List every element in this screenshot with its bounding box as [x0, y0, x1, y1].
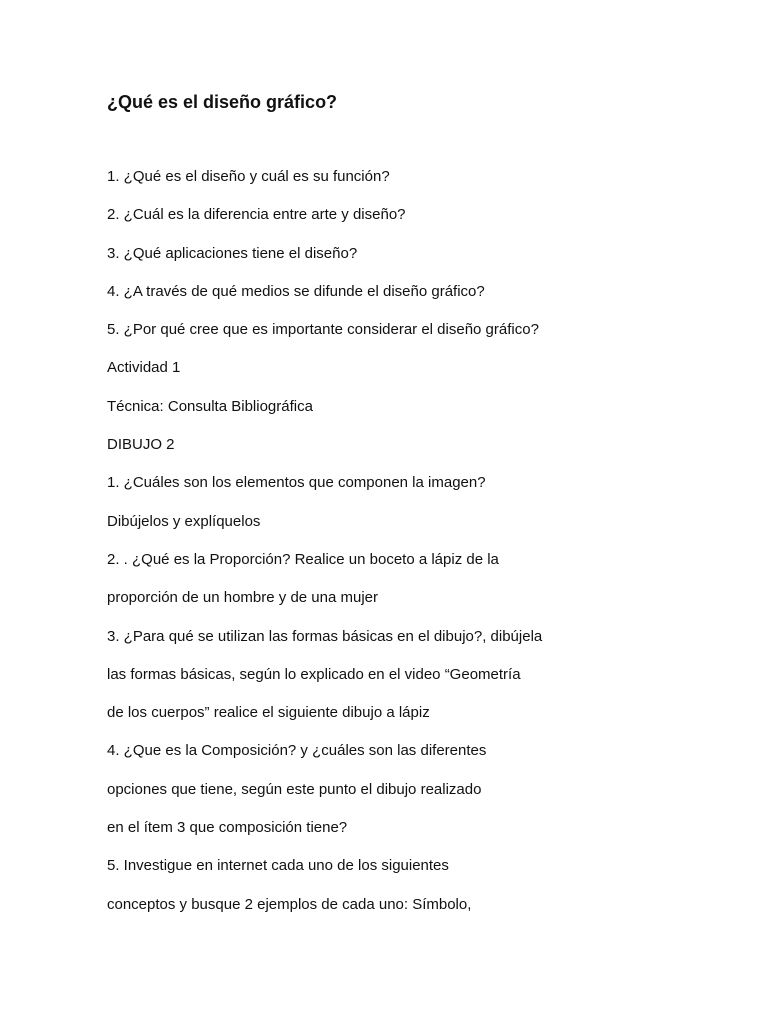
text-line: en el ítem 3 que composición tiene?	[107, 819, 348, 837]
text-line: proporción de un hombre y de una mujer	[107, 589, 378, 607]
text-line: opciones que tiene, según este punto el dibujo realizado	[107, 780, 482, 798]
document-title: ¿Qué es el diseño gráfico?	[107, 92, 338, 112]
text-line: conceptos y busque 2 ejemplos de cada uno: Símbolo,	[107, 895, 472, 913]
text-line: 2. . ¿Qué es la Proporción? Realice un boceto a lápiz de la	[107, 550, 499, 568]
text-line: las formas básicas, según lo explicado en el video “Geometría	[107, 665, 521, 683]
text-line: 1. ¿Qué es el diseño y cuál es su función?	[107, 168, 390, 185]
text-line: Dibújelos y explíquelos	[107, 512, 261, 530]
text-line: 5. ¿Por qué cree que es importante considerar el diseño gráfico?	[107, 321, 539, 339]
text-line: 4. ¿A través de qué medios se difunde el diseño gráfico?	[107, 282, 485, 300]
text-line: de los cuerpos” realice el siguiente dibujo a lápiz	[107, 704, 430, 722]
text-line: 1. ¿Cuáles son los elementos que componen la imagen?	[107, 474, 486, 492]
text-line: Técnica: Consulta Bibliográfica	[107, 397, 313, 415]
text-line: Actividad 1	[107, 359, 181, 377]
text-line: 3. ¿Qué aplicaciones tiene el diseño?	[107, 244, 358, 262]
text-line: 2. ¿Cuál es la diferencia entre arte y diseño?	[107, 206, 406, 224]
text-line: 5. Investigue en internet cada uno de los siguientes	[107, 857, 449, 875]
text-line: 3. ¿Para qué se utilizan las formas básicas en el dibujo?, dibújela	[107, 627, 543, 645]
text-line: DIBUJO 2	[107, 436, 175, 454]
document-body	[107, 166, 727, 932]
text-line: 4. ¿Que es la Composición? y ¿cuáles son las diferentes	[107, 742, 487, 760]
